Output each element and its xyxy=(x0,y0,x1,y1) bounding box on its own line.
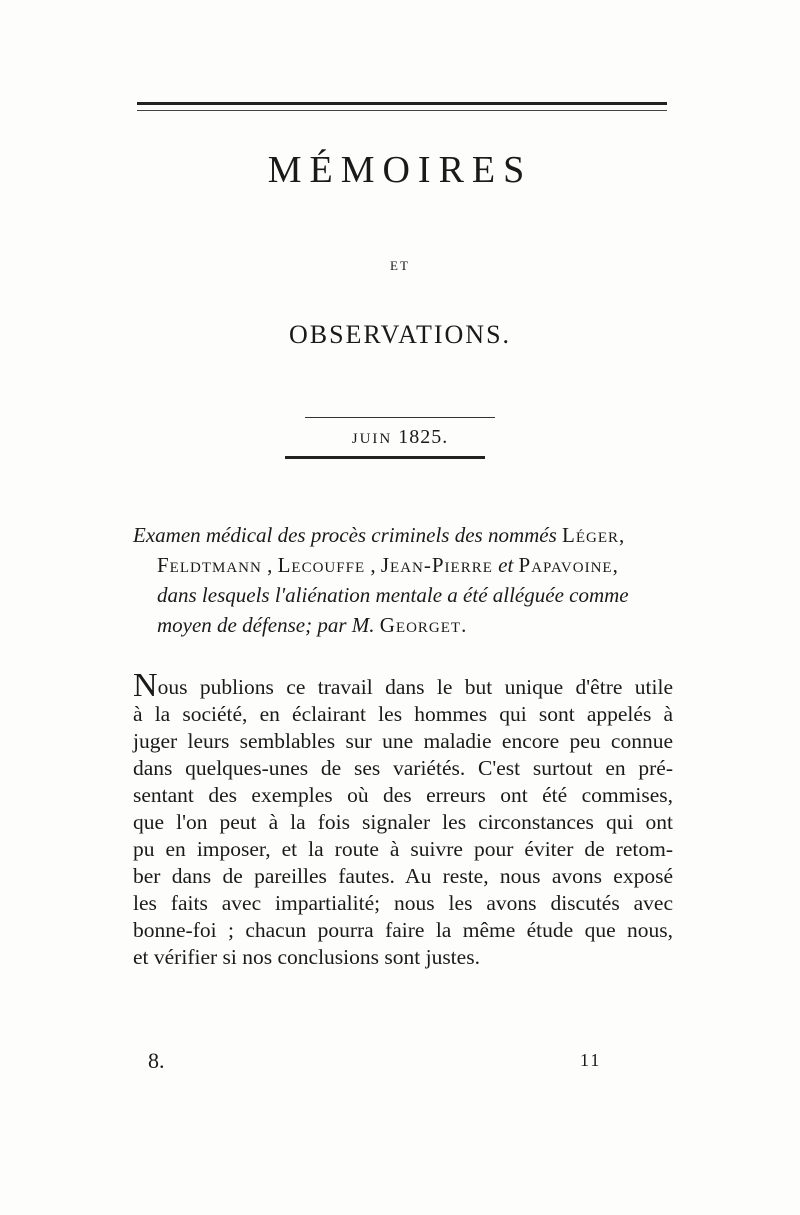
heading-fragment: et xyxy=(492,553,519,577)
body-line-text: sentant des exemples où des erreurs ont été commises, xyxy=(133,783,673,807)
body-line xyxy=(133,728,673,755)
heading-line xyxy=(133,580,673,610)
article-body xyxy=(133,667,673,971)
body-line-text: ber dans de pareilles fautes. Au reste, nous avons exposé xyxy=(133,864,673,888)
heading-fragment: Jean-Pierre xyxy=(380,553,493,577)
body-line xyxy=(133,755,673,782)
heading-fragment: Papavoine xyxy=(518,553,613,577)
heading-fragment: moyen de défense; par M. xyxy=(157,613,380,637)
signature-mark: 8. xyxy=(148,1048,165,1073)
body-line xyxy=(133,667,673,704)
drop-cap: N xyxy=(133,667,158,704)
heading-fragment: Examen médical des procès criminels des nommés xyxy=(133,523,563,547)
date-rule-top xyxy=(305,417,495,418)
body-line xyxy=(133,701,673,728)
body-line-text: que l'on peut à la fois signaler les circonstances qui ont xyxy=(133,810,673,834)
heading-fragment: , xyxy=(365,553,381,577)
heading-fragment: , xyxy=(261,553,278,577)
heading-fragment: Georget xyxy=(379,613,462,637)
heading-fragment: dans lesquels l'aliénation mentale a été alléguée comme xyxy=(157,583,629,607)
top-rule-thick xyxy=(137,102,667,105)
body-line-text: et vérifier si nos conclusions sont justes. xyxy=(133,945,480,969)
body-line-text: juger leurs semblables sur une maladie encore peu connue xyxy=(133,729,673,753)
heading-line xyxy=(133,550,673,580)
body-line-text: ous publions ce travail dans le but unique d'être utile xyxy=(157,675,673,699)
body-line-text: à la société, en éclairant les hommes qui sont appelés à xyxy=(133,702,673,726)
heading-line xyxy=(133,610,673,640)
date-month: JUIN xyxy=(351,431,393,447)
body-line xyxy=(133,836,673,863)
body-line xyxy=(133,944,673,971)
heading-fragment: Léger xyxy=(562,523,620,547)
body-line xyxy=(133,917,673,944)
date-year: 1825. xyxy=(398,426,449,448)
section-title: MÉMOIRES xyxy=(267,149,533,191)
body-line xyxy=(133,809,673,836)
issue-date xyxy=(0,426,800,449)
section-subtitle: OBSERVATIONS. xyxy=(288,320,512,349)
top-rule-thin xyxy=(137,110,667,111)
body-line-text: pu en imposer, et la route à suivre pour éviter de retom- xyxy=(133,837,673,861)
date-rule-bottom xyxy=(285,456,485,459)
body-line xyxy=(133,863,673,890)
body-line xyxy=(133,890,673,917)
heading-fragment: , xyxy=(612,553,618,577)
body-line-text: les faits avec impartialité; nous les avons discutés avec xyxy=(133,891,673,915)
heading-fragment: . xyxy=(461,613,467,637)
body-line xyxy=(133,782,673,809)
article-heading xyxy=(133,520,673,640)
heading-fragment: Feldtmann xyxy=(157,553,262,577)
heading-fragment: , xyxy=(619,523,625,547)
title-conjunction: ET xyxy=(390,258,410,273)
heading-line xyxy=(133,520,673,550)
body-line-text: bonne-foi ; chacun pourra faire la même étude que nous, xyxy=(133,918,673,942)
heading-fragment: Lecouffe xyxy=(277,553,366,577)
body-line-text: dans quelques-unes de ses variétés. C'est surtout en pré- xyxy=(133,756,673,780)
page-number: 11 xyxy=(580,1050,602,1070)
